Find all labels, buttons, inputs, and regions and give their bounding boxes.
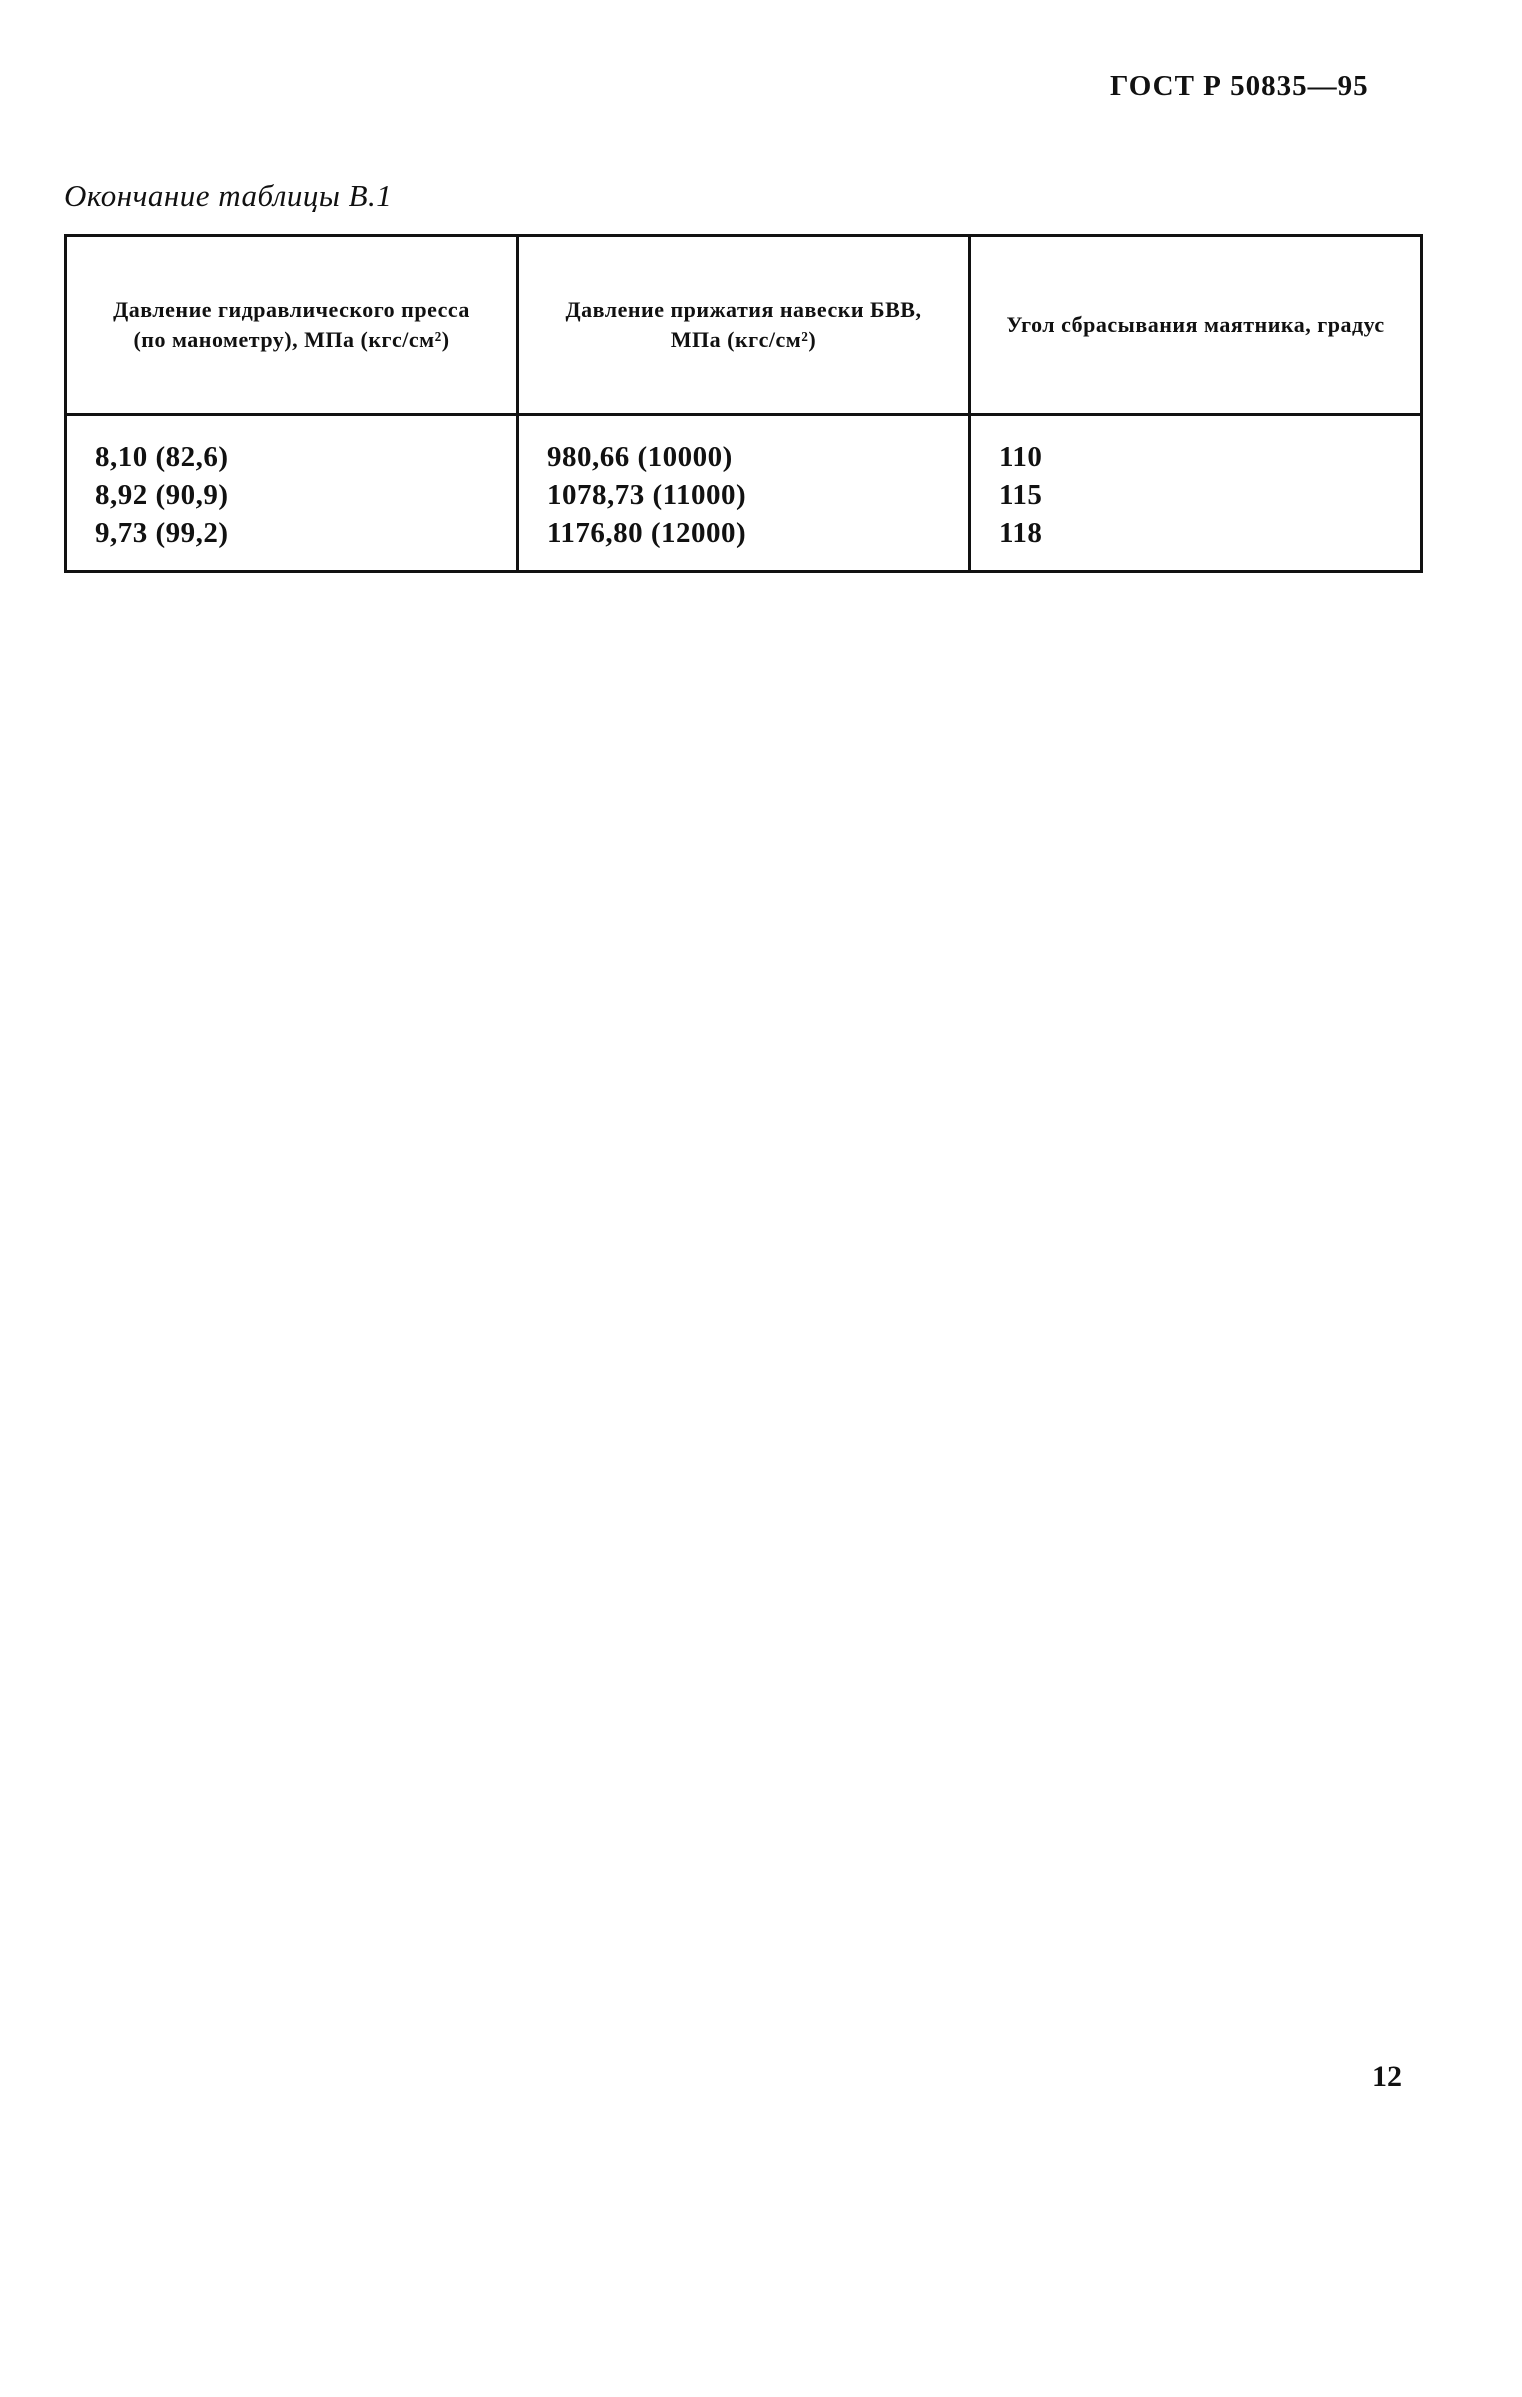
table-cell: 9,73 (99,2) [66,514,518,572]
table-row [66,476,1422,514]
table-header-row [66,236,1422,415]
table-cell: 115 [970,476,1422,514]
table-row [66,415,1422,477]
table-caption: Окончание таблицы В.1 [64,178,393,213]
table-cell: 110 [970,415,1422,477]
table-cell: 1176,80 (12000) [518,514,970,572]
document-code: ГОСТ Р 50835—95 [1110,70,1369,102]
column-header-press-pressure: Давление гидравлического пресса (по манометру), МПа (кгс/см²) [66,236,518,415]
table-cell: 1078,73 (11000) [518,476,970,514]
page-number: 12 [1372,2060,1402,2093]
pressure-angle-table [64,234,1423,573]
table-cell: 118 [970,514,1422,572]
table-cell: 8,92 (90,9) [66,476,518,514]
table-row [66,514,1422,572]
column-header-pendulum-angle: Угол сбрасывания маятника, градус [970,236,1422,415]
column-header-clamp-pressure: Давление прижатия навески БВВ, МПа (кгс/см²) [518,236,970,415]
table-cell: 8,10 (82,6) [66,415,518,477]
table-cell: 980,66 (10000) [518,415,970,477]
